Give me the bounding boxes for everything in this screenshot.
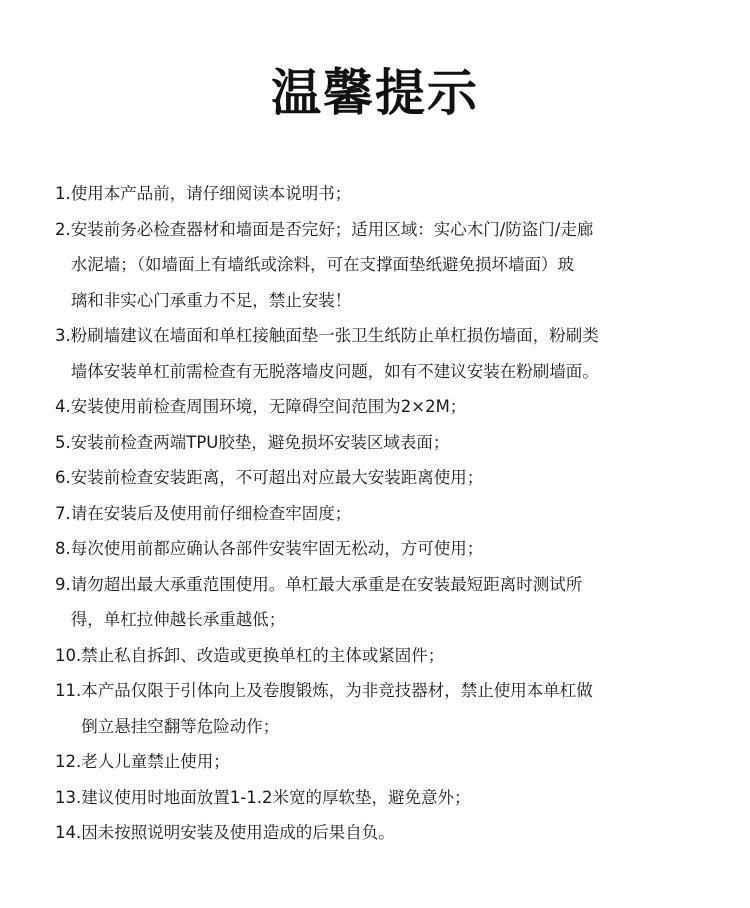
list-item xyxy=(55,496,715,532)
list-item xyxy=(55,460,715,496)
list-item xyxy=(55,780,715,816)
item-text xyxy=(71,567,583,638)
item-text-line: 安装使用前检查周围环境，无障碍空间范围为2×2M； xyxy=(70,397,467,416)
item-number: 1. xyxy=(55,184,71,203)
item-text xyxy=(71,531,484,567)
item-text xyxy=(71,425,450,461)
item-text-line: 安装前务必检查器材和墙面是否完好；适用区域：实心木门/防盗门/走廊 xyxy=(70,219,594,239)
list-item xyxy=(55,744,715,780)
notice-list xyxy=(55,176,715,851)
item-number: 2. xyxy=(55,219,71,239)
item-number: 5. xyxy=(55,432,71,452)
list-item xyxy=(55,531,715,567)
item-text xyxy=(81,744,230,780)
list-item xyxy=(55,176,715,212)
list-item xyxy=(55,673,715,744)
item-text-line: 禁止私自拆卸、改造或更换单杠的主体或紧固件； xyxy=(81,645,445,665)
item-text xyxy=(71,460,484,496)
list-item xyxy=(55,815,715,851)
item-text-line: 使用本产品前，请仔细阅读本说明书； xyxy=(70,184,352,203)
item-text-line: 请在安装后及使用前仔细检查牢固度； xyxy=(70,503,352,523)
item-number: 3. xyxy=(55,326,71,345)
item-text-line: 墙体安装单杠前需检查有无脱落墙皮问题，如有不建议安装在粉刷墙面。 xyxy=(70,361,599,381)
item-number: 11. xyxy=(55,681,82,700)
item-text xyxy=(71,389,467,425)
item-text-line: 璃和非实心门承重力不足，禁止安装！ xyxy=(70,290,352,310)
item-text-line: 每次使用前都应确认各部件安装牢固无松动，方可使用； xyxy=(70,539,484,558)
item-number: 13. xyxy=(55,787,82,807)
list-item xyxy=(55,425,715,461)
item-text-line: 水泥墙；（如墙面上有墙纸或涂料，可在支撑面垫纸避免损坏墙面）玻 xyxy=(70,255,574,274)
item-text xyxy=(81,638,444,674)
list-item xyxy=(55,318,715,389)
item-text xyxy=(71,212,594,319)
item-text-line: 建议使用时地面放置1-1.2米宽的厚软垫，避免意外； xyxy=(81,787,471,807)
item-text-line: 请勿超出最大承重范围使用。单杠最大承重是在安装最短距离时测试所 xyxy=(70,574,583,594)
item-text-line: 因未按照说明安装及使用造成的后果自负。 xyxy=(81,823,395,842)
item-text-line: 粉刷墙建议在墙面和单杠接触面垫一张卫生纸防止单杠损伤墙面，粉刷类 xyxy=(70,326,599,345)
item-text xyxy=(81,673,593,744)
item-number: 10. xyxy=(55,645,82,665)
item-number: 6. xyxy=(55,468,71,487)
item-text-line: 老人儿童禁止使用； xyxy=(81,752,230,771)
page-title: 温馨提示 xyxy=(271,64,479,122)
item-text xyxy=(81,780,470,816)
item-number: 14. xyxy=(55,823,82,842)
list-item xyxy=(55,212,715,319)
item-number: 8. xyxy=(55,539,71,558)
list-item xyxy=(55,389,715,425)
item-number: 12. xyxy=(55,752,82,771)
item-text xyxy=(81,815,395,851)
item-text xyxy=(71,176,352,212)
list-item xyxy=(55,638,715,674)
item-text xyxy=(71,496,352,532)
item-number: 7. xyxy=(55,503,71,523)
item-number: 4. xyxy=(55,397,71,416)
item-text-line: 安装前检查两端TPU胶垫，避免损坏安装区域表面； xyxy=(70,432,450,452)
item-text-line: 安装前检查安装距离，不可超出对应最大安装距离使用； xyxy=(70,468,484,487)
item-number: 9. xyxy=(55,574,71,594)
list-item xyxy=(55,567,715,638)
item-text-line: 倒立悬挂空翻等危险动作； xyxy=(81,716,280,736)
item-text-line: 得，单杠拉伸越长承重越低； xyxy=(70,610,286,629)
item-text xyxy=(71,318,599,389)
item-text-line: 本产品仅限于引体向上及卷腹锻炼，为非竞技器材，禁止使用本单杠做 xyxy=(81,681,593,700)
